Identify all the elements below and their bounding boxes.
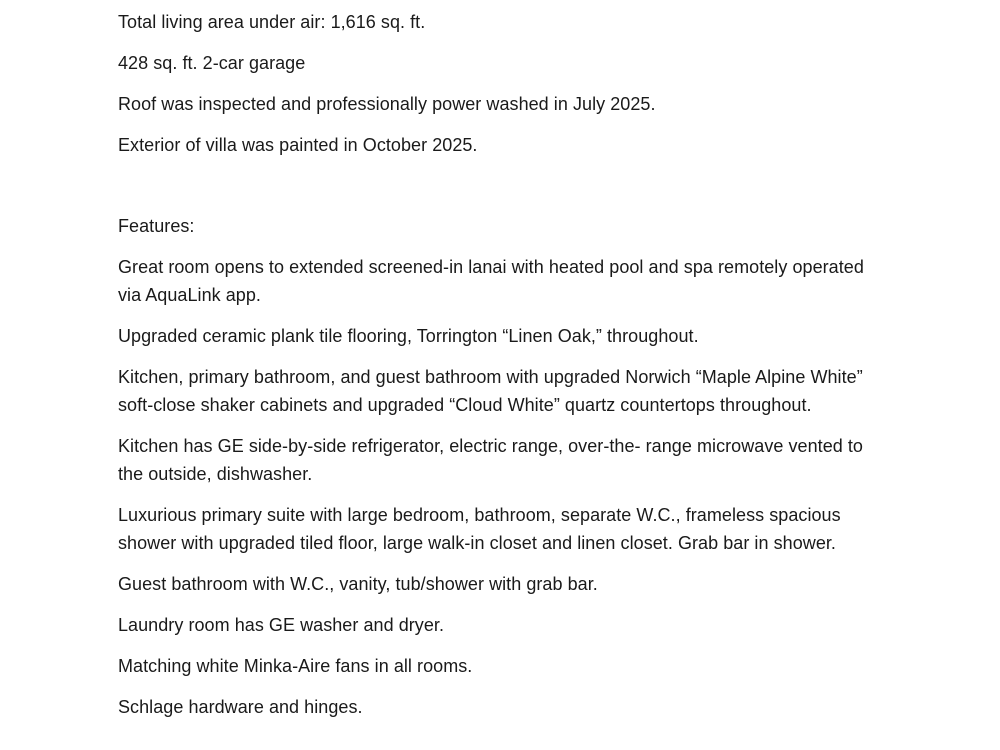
spec-garage: 428 sq. ft. 2-car garage bbox=[118, 53, 306, 73]
feature-fans: Matching white Minka-Aire fans in all rooms. bbox=[118, 656, 473, 676]
feature-laundry: Laundry room has GE washer and dryer. bbox=[118, 615, 445, 635]
spec-roof: Roof was inspected and professionally power washed in July 2025. bbox=[118, 94, 656, 114]
blank-line bbox=[118, 172, 888, 212]
feature-hardware: Schlage hardware and hinges. bbox=[118, 697, 363, 717]
feature-great-room: Great room opens to extended screened-in lanai with heated pool and spa remotely operated via AquaLink app. bbox=[118, 257, 864, 305]
feature-flooring: Upgraded ceramic plank tile flooring, Torrington “Linen Oak,” throughout. bbox=[118, 326, 699, 346]
feature-kitchen-appliances: Kitchen has GE side-by-side refrigerator, electric range, over-the- range microwave vented to the outside, dishwasher. bbox=[118, 436, 863, 484]
spec-exterior: Exterior of villa was painted in October 2025. bbox=[118, 135, 478, 155]
features-heading: Features: bbox=[118, 216, 195, 236]
feature-primary-suite: Luxurious primary suite with large bedroom, bathroom, separate W.C., frameless spacious shower with upgraded tiled floor, large walk-in closet and linen closet. Grab bar in shower. bbox=[118, 505, 841, 553]
feature-guest-bathroom: Guest bathroom with W.C., vanity, tub/shower with grab bar. bbox=[118, 574, 598, 594]
spec-living-area: Total living area under air: 1,616 sq. ft. bbox=[118, 12, 426, 32]
document-body bbox=[118, 8, 888, 734]
feature-cabinets: Kitchen, primary bathroom, and guest bathroom with upgraded Norwich “Maple Alpine White” soft-close shaker cabinets and upgraded “Cloud White” quartz countertops throughout. bbox=[118, 367, 863, 415]
